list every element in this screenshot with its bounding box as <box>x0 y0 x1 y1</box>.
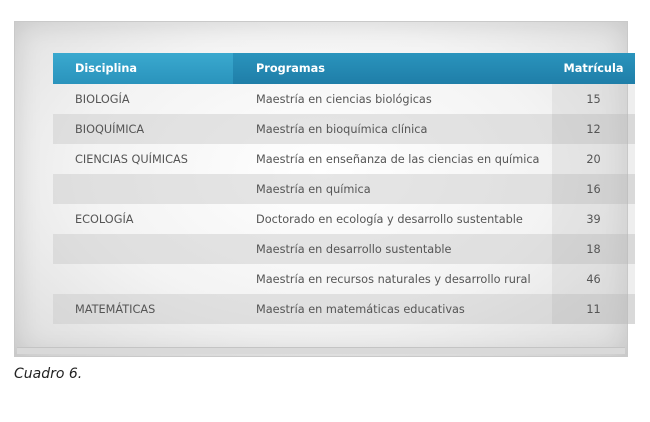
cell-matricula: 18 <box>552 234 635 264</box>
cell-matricula: 39 <box>552 204 635 234</box>
header-programas: Programas <box>233 53 552 84</box>
table-row <box>53 174 635 204</box>
cell-programa: Maestría en bioquímica clínica <box>233 114 552 144</box>
cell-disciplina <box>53 174 233 204</box>
cell-programa: Maestría en desarrollo sustentable <box>233 234 552 264</box>
cell-matricula: 11 <box>552 294 635 324</box>
header-disciplina: Disciplina <box>53 53 233 84</box>
cell-disciplina: MATEMÁTICAS <box>53 294 233 324</box>
cell-matricula: 46 <box>552 264 635 294</box>
table-row <box>53 204 635 234</box>
header-matricula: Matrícula <box>552 53 635 84</box>
cell-matricula: 16 <box>552 174 635 204</box>
table-caption: Cuadro 6. <box>14 366 83 382</box>
cell-disciplina <box>53 264 233 294</box>
cell-disciplina: BIOQUÍMICA <box>53 114 233 144</box>
cell-programa: Maestría en enseñanza de las ciencias en química <box>256 152 540 166</box>
cell-matricula: 12 <box>552 114 635 144</box>
cell-programa: Doctorado en ecología y desarrollo sustentable <box>256 212 523 226</box>
table-row <box>53 84 635 114</box>
table-row <box>53 264 635 294</box>
cell-matricula: 15 <box>552 84 635 114</box>
table-row <box>53 294 635 324</box>
enrollment-table <box>53 53 635 324</box>
cell-programa: Maestría en química <box>233 174 552 204</box>
cell-disciplina <box>53 234 233 264</box>
table-row <box>53 234 635 264</box>
cell-matricula: 20 <box>552 144 635 174</box>
cell-programa: Maestría en matemáticas educativas <box>233 294 552 324</box>
table-header-row <box>53 53 635 84</box>
table-row <box>53 144 635 174</box>
cell-disciplina: ECOLOGÍA <box>75 212 134 226</box>
table-row <box>53 114 635 144</box>
cell-disciplina: BIOLOGÍA <box>75 92 130 106</box>
cell-disciplina: CIENCIAS QUÍMICAS <box>75 152 188 166</box>
cell-programa: Maestría en ciencias biológicas <box>256 92 432 106</box>
cell-programa: Maestría en recursos naturales y desarrollo rural <box>256 272 531 286</box>
